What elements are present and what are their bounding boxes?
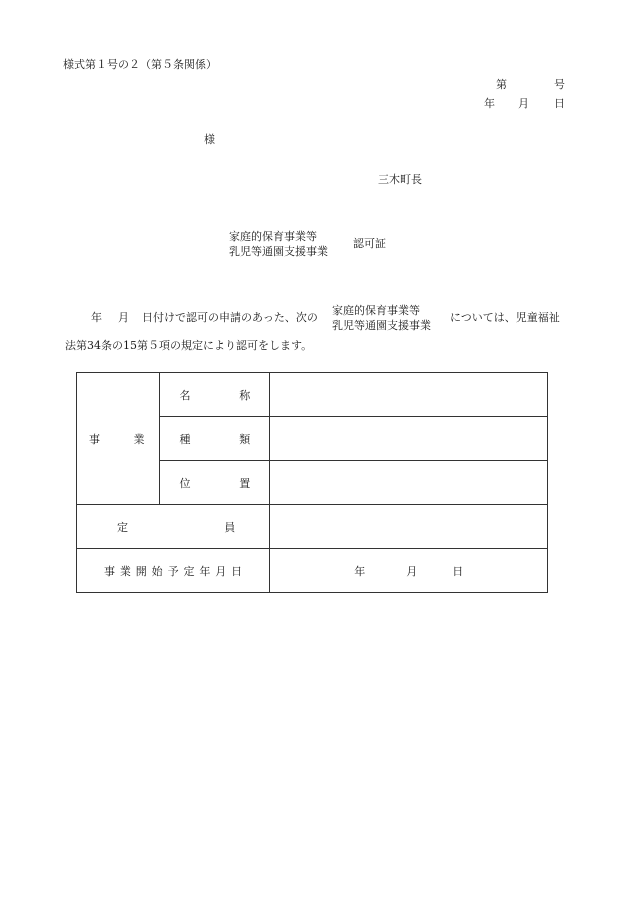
- doc-number-prefix: 第: [496, 78, 507, 91]
- location-label-cell: [159, 461, 270, 505]
- start-date-label-char: 定: [183, 564, 195, 578]
- start-date-label-char: 日: [231, 564, 243, 578]
- start-date-label-char: 年: [199, 564, 211, 578]
- capacity-label-cell: [77, 505, 270, 549]
- body-after-text: については、児童福祉: [450, 311, 560, 324]
- table-row: [77, 373, 548, 417]
- capacity-label-char: 定: [117, 520, 128, 534]
- type-label-char: 種: [179, 432, 191, 446]
- start-date-label-char: 予: [167, 564, 179, 578]
- title-business-type: 家庭的保育事業等: [229, 230, 317, 243]
- body-date-text: 日付けで認可の申請のあった、次の: [142, 311, 318, 324]
- body-business-types: [332, 303, 431, 333]
- start-date-label-char: 開: [135, 564, 147, 578]
- table-row: [77, 549, 548, 593]
- name-label-char: 称: [239, 388, 251, 402]
- start-date-month: 月: [406, 564, 418, 578]
- start-date-label-char: 月: [215, 564, 227, 578]
- body-date-month: 月: [118, 311, 129, 324]
- table-row: [77, 505, 548, 549]
- body-line-2: 法第34条の15第５項の規定により認可をします。: [65, 339, 313, 352]
- capacity-label-char: 員: [224, 520, 236, 534]
- issuer: 三木町長: [378, 173, 422, 186]
- doc-date-year: 年: [484, 97, 495, 110]
- type-value-field[interactable]: [270, 417, 548, 461]
- name-label-char: 名: [179, 388, 191, 402]
- start-date-year: 年: [354, 564, 366, 578]
- start-date-day: 日: [452, 564, 464, 578]
- title-suffix: 認可証: [353, 237, 386, 250]
- start-date-label-char: 始: [151, 564, 163, 578]
- doc-number-suffix: 号: [554, 78, 565, 91]
- title-business-type: 乳児等通園支援事業: [229, 245, 328, 258]
- business-label-cell: [77, 373, 160, 505]
- body-business-type: 家庭的保育事業等: [332, 304, 420, 317]
- location-label-char: 置: [239, 476, 251, 490]
- location-value-field[interactable]: [270, 461, 548, 505]
- business-label-char: 事: [89, 432, 100, 446]
- capacity-value-field[interactable]: [270, 505, 548, 549]
- authorization-table: [76, 372, 548, 593]
- doc-date-day: 日: [554, 97, 565, 110]
- addressee-honorific: 様: [204, 133, 215, 146]
- body-business-type: 乳児等通園支援事業: [332, 319, 431, 332]
- start-date-value-field[interactable]: [270, 549, 548, 593]
- doc-date-month: 月: [518, 97, 529, 110]
- type-label-cell: [159, 417, 270, 461]
- body-date-year: 年: [91, 311, 102, 324]
- name-label-cell: [159, 373, 270, 417]
- business-label-char: 業: [133, 432, 145, 446]
- title-business-types: [229, 229, 328, 259]
- start-date-label-char: 事: [104, 564, 115, 578]
- name-value-field[interactable]: [270, 373, 548, 417]
- start-date-label-cell: [77, 549, 270, 593]
- form-number: 様式第１号の２（第５条関係）: [63, 58, 217, 71]
- type-label-char: 類: [239, 432, 251, 446]
- location-label-char: 位: [179, 476, 191, 490]
- start-date-label-char: 業: [119, 564, 131, 578]
